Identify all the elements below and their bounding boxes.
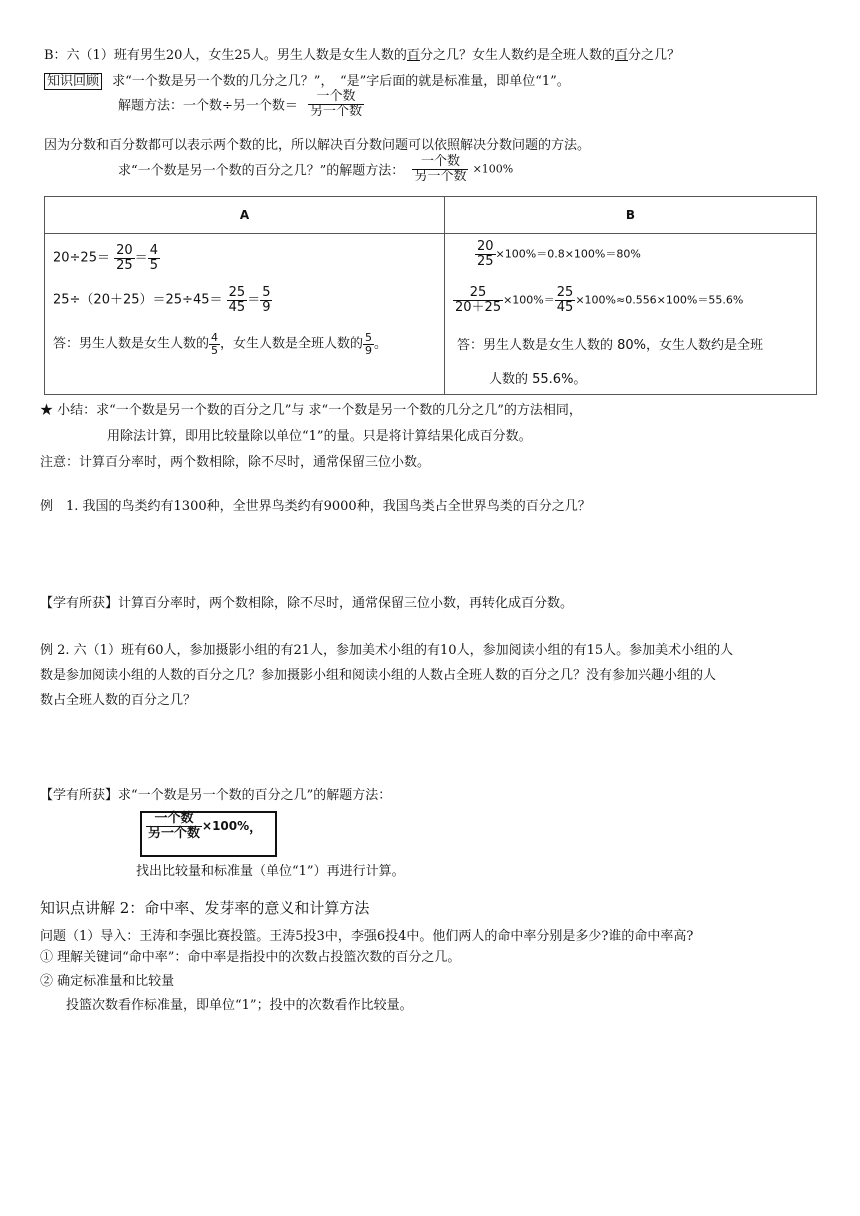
section-two-heading: 知识点讲解 2：命中率、发芽率的意义和计算方法 <box>40 899 370 917</box>
solution-comparison-table <box>44 196 817 395</box>
a-step-two: 25÷（20＋25）＝25÷45＝ $\frac{25}{45}$ ＝ $\frac{5}{9}$ <box>53 285 271 315</box>
problem-b-line: B：六（1）班有男生20人，女生25人。男生人数是女生人数的百分之几？女生人数约是全班人数的百分之几？ <box>44 48 680 63</box>
method-one: 解题方法：一个数÷另一个数＝ $\frac{\text{一个数}}{\text{另一个数}}$ <box>118 89 363 119</box>
method-two: 求“一个数是另一个数的百分之几？”的解题方法： $\frac{\text{一个数}}{\text{另一个数}}$ ×100% <box>118 154 514 184</box>
formula-fraction: $\frac{\text{一个数}}{\text{另一个数}}$ <box>148 811 201 841</box>
step-one: ① 理解关键词“命中率”：命中率是指投中的次数占投篮次数的百分之几。 <box>40 950 461 965</box>
column-a-cell <box>45 234 445 395</box>
method-fraction: $\frac{\text{一个数}}{\text{另一个数}}$ <box>310 89 363 119</box>
b-step-two: $\frac{25}{20+25}$ ×100%＝ $\frac{25}{45}$ ×100%≈0.556×100%＝55.6% <box>455 285 744 315</box>
because-text: 因为分数和百分数都可以表示两个数的比，所以解决百分数问题可以依照解决分数问题的方法。 <box>44 138 591 153</box>
underlined-char: 百 <box>614 48 628 63</box>
column-b-header: B <box>445 197 817 234</box>
summary-line-one: ★ 小结：求“一个数是另一个数的百分之几”与 求“一个数是另一个数的几分之几”的方法相同， <box>40 403 582 418</box>
a-step-one: 20÷25＝ $\frac{20}{25}$ ＝ $\frac{4}{5}$ <box>53 243 158 273</box>
b-step-one: $\frac{20}{25}$ ×100%＝0.8×100%＝80% <box>477 239 641 269</box>
gain-one: 【学有所获】计算百分率时，两个数相除，除不尽时，通常保留三位小数，再转化成百分数。 <box>40 596 574 611</box>
example-two-line-three: 数占全班人数的百分之几？ <box>40 693 197 708</box>
question-one: 问题（1）导入：王涛和李强比赛投篮。王涛5投3中，李强6投4中。他们两人的命中率分别是多少?谁的命中率高? <box>40 929 694 944</box>
knowledge-review-line: 知识回顾 求“一个数是另一个数的几分之几？”， “是”字后面的就是标准量，即单位“1”。 <box>44 70 570 89</box>
a-answer: 答：男生人数是女生人数的 $\frac{4}{5}$ ，女生人数是全班人数的 $\frac{5}{9}$ 。 <box>53 331 388 357</box>
summary-line-two: 用除法计算，即用比较量除以单位“1”的量。只是将计算结果化成百分数。 <box>107 429 532 444</box>
knowledge-review-tag: 知识回顾 <box>44 73 102 90</box>
example-two-line-one: 例 2. 六（1）班有60人，参加摄影小组的有21人，参加美术小组的有10人，参加阅读小组的有15人。参加美术小组的人 <box>40 643 734 658</box>
column-a-header: A <box>45 197 445 234</box>
b-answer-line-one: 答：男生人数是女生人数的 80%，女生人数约是全班 <box>457 338 764 353</box>
note-text: 注意：计算百分率时，两个数相除，除不尽时，通常保留三位小数。 <box>40 455 431 470</box>
gain-two: 【学有所获】求“一个数是另一个数的百分之几”的解题方法： <box>40 788 392 803</box>
step-three: 投篮次数看作标准量，即单位“1”；投中的次数看作比较量。 <box>66 998 413 1013</box>
example-two-line-two: 数是参加阅读小组的人数的百分之几？参加摄影小组和阅读小组的人数占全班人数的百分之几？没有参加兴趣小组的人 <box>40 668 717 683</box>
step-two: ② 确定标准量和比较量 <box>40 974 175 989</box>
find-text: 找出比较量和标准量（单位“1”）再进行计算。 <box>136 864 405 879</box>
underlined-char: 百 <box>406 48 420 63</box>
method-two-fraction: $\frac{\text{一个数}}{\text{另一个数}}$ <box>414 154 467 184</box>
formula-content: $\frac{\text{一个数}}{\text{另一个数}}$ ×100%， <box>148 811 263 841</box>
b-answer-line-two: 人数的 55.6%。 <box>489 372 587 387</box>
example-one: 例 1. 我国的鸟类约有1300种，全世界鸟类约有9000种，我国鸟类占全世界鸟类的百分之几？ <box>40 499 591 514</box>
column-b-cell <box>445 234 817 395</box>
